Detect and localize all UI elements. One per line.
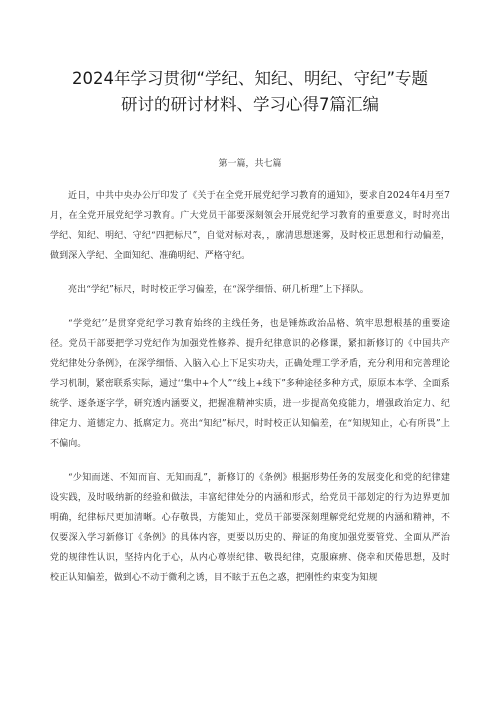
title-line-1: 2024年学习贯彻“学纪、知纪、明纪、守纪”专题 <box>71 69 429 88</box>
paragraph-4: “少知而迷、不知而盲、无知而乱”，新修订的《条例》根据形势任务的发展变化和党的纪律建设实践，及时吸纳新的经验和做法，丰富纪律处分的内涵和形式，给党员干部划定的行为边界更加明确，纪律标尺更加清晰。心存敬畏，方能知止，党员干部要深刻理解党纪党规的内涵和精神，不仅要深入学习新修订《条例》的具体内容，更要以历史的、辩证的角度加强党要管党、全面从严治党的规律性认识，坚持内化于心，从内心尊崇纪律、敬畏纪律，克服麻痹、侥幸和厌倦思想，及时校正认知偏差，做到心不动于微利之诱，目不眩于五色之惑，把刚性约束变为知规 <box>50 473 450 583</box>
paragraph-3: “学党纪’’是贯穿党纪学习教育始终的主线任务，也是锤炼政治品格、筑牢思想根基的重要途径。党员干部要把学习党纪作为加强党性修养、提升纪律意识的必修课，紧扣新修订的《中国共产党纪律处分条例》，在深学细悟、入脑入心上下足实功夫，正确处理工学矛盾，充分利用和完善理论学习机制，紧密联系实际，通过‘‘集中+个人”“线上+线下”多种途径多种方式，原原本本学、全面系统学、逐条逐字学，研究透内涵要义，把握准精神实质，进一步提高免疫能力，增强政治定力、纪律定力、道德定力、抵腐定力。亮出“知纪”标尺，时时校正认知偏差，在“知规知止，心有所畏”上不偏向。 <box>50 319 450 449</box>
title-line-2: 研讨的研讨材料、学习心得7篇汇编 <box>121 95 379 114</box>
paragraph-1: 近日，中共中央办公厅印发了《关于在全党开展党纪学习教育的通知》，要求自2024年4月至7月，在全党开展党纪学习教育。广大党员干部要深刻领会开展党纪学习教育的重要意义，时时亮出学纪、知纪、明纪、守纪“四把标尺”，自觉对标对表，，廓清思想迷雾，及时校正思想和行动偏差，做到深入学纪、全面知纪、准确明纪、严格守纪。 <box>50 191 450 261</box>
chapter-label: 第一篇，共七篇 <box>218 159 282 169</box>
document-body <box>50 186 450 588</box>
document-title <box>50 0 450 118</box>
paragraph-2: 亮出“学纪”标尺，时时校正学习偏差，在“深学细悟、研几析理”上下择队。 <box>68 285 369 295</box>
